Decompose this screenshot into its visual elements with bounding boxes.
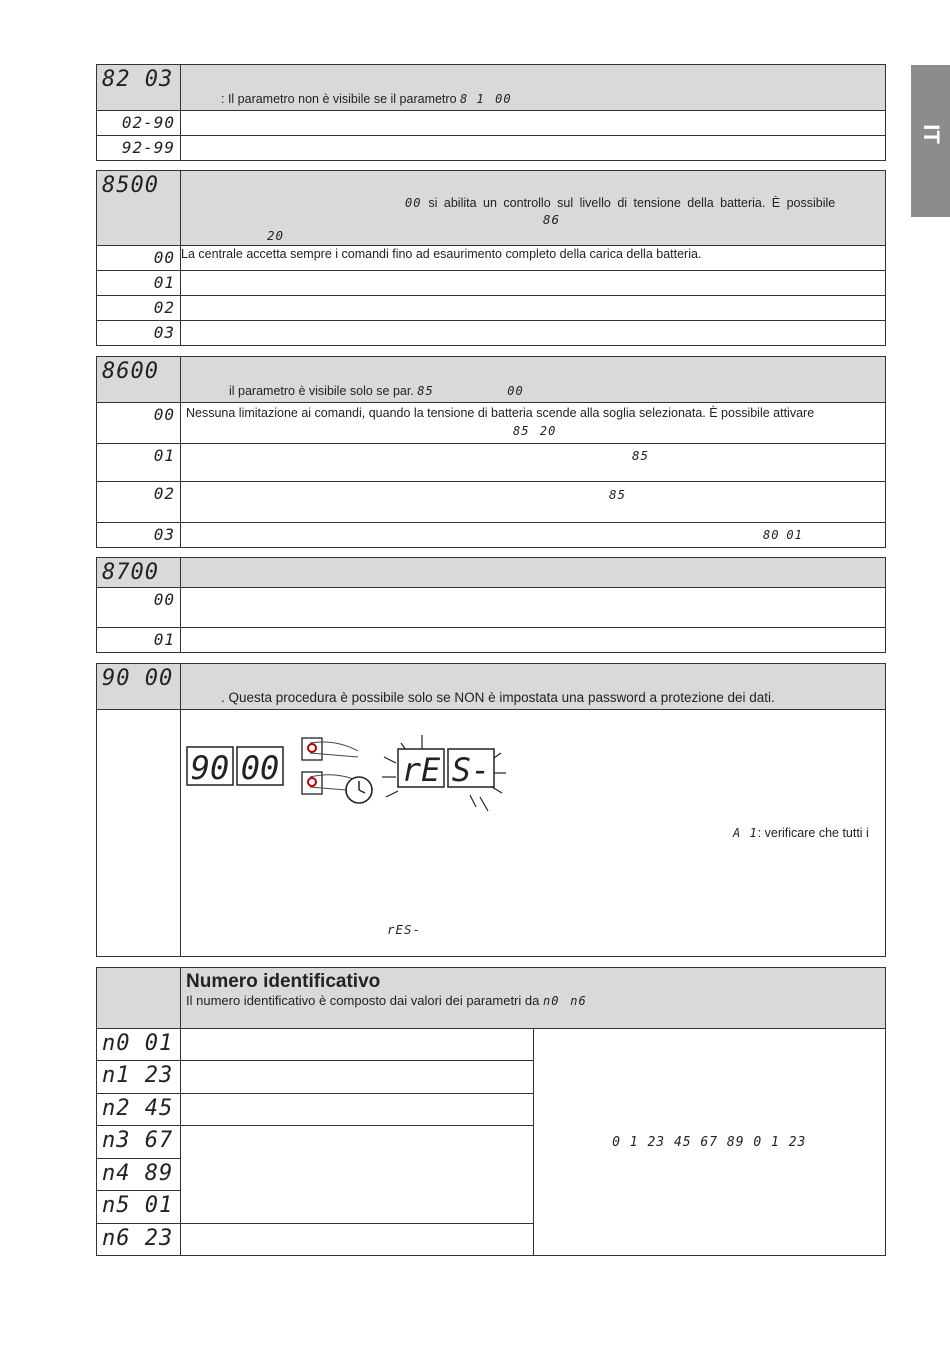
param-86-desc-00-code2: 20 xyxy=(539,424,557,438)
ident-sub-code2: n6 xyxy=(570,994,587,1008)
param-85-value-00: 00 xyxy=(153,248,175,267)
param-85-code-a: 00 xyxy=(405,196,422,210)
param-86-value-02: 02 xyxy=(153,484,175,503)
language-tab xyxy=(911,65,950,217)
clock-icon xyxy=(346,777,372,803)
param-86-note-text: il parametro è visibile solo se par. xyxy=(229,384,414,398)
param-90-code: 90 00 xyxy=(102,666,174,691)
param-85-code-b: 86 xyxy=(543,212,561,227)
param-90-verify xyxy=(733,826,869,840)
param-90-note: . Questa procedura è possibile solo se NON è impostata una password a protezione dei dati. xyxy=(221,690,775,705)
param-86-desc-00-codes xyxy=(513,424,556,438)
ident-row-n4: n4 89 xyxy=(102,1161,174,1186)
param-87-table xyxy=(96,557,886,653)
param-82-note xyxy=(221,92,512,106)
param-86-desc-00-code1: 85 xyxy=(513,424,530,438)
param-86-desc-02-code: 85 xyxy=(609,487,627,502)
ident-row-n2: n2 45 xyxy=(102,1096,174,1121)
param-85-value-03: 03 xyxy=(153,323,175,342)
param-82-note-code1: 8 1 xyxy=(460,92,485,106)
param-90-table xyxy=(96,663,886,957)
reset-procedure-illustration xyxy=(186,735,516,855)
param-86-desc-00: Nessuna limitazione ai comandi, quando la tensione di batteria scende alla soglia selezionata. È possibile attivare xyxy=(186,406,815,420)
param-86-note-code1: 85 xyxy=(417,384,434,398)
param-87-code: 8700 xyxy=(102,560,159,585)
display-digits-3: rE xyxy=(401,751,441,789)
ident-title: Numero identificativo xyxy=(186,971,381,992)
param-87-value-01: 01 xyxy=(153,630,175,649)
param-90-res-code: rES- xyxy=(387,922,422,937)
param-85-desc-02 xyxy=(181,296,886,321)
display-digits-2: 00 xyxy=(240,749,280,787)
param-85-desc-00: La centrale accetta sempre i comandi fino ad esaurimento completo della carica della batteria. xyxy=(181,246,886,271)
ident-table xyxy=(96,967,886,1256)
ident-subtitle: Il numero identificativo è composto dai valori dei parametri da xyxy=(186,993,540,1008)
param-86-desc-03-code1: 80 xyxy=(763,528,780,542)
param-87-value-00: 00 xyxy=(153,590,175,609)
param-82-note-code2: 00 xyxy=(495,92,512,106)
param-85-desc-03 xyxy=(181,321,886,346)
param-86-code: 8600 xyxy=(102,359,159,384)
param-86-desc-03-code2: 01 xyxy=(786,528,803,542)
ident-row-n5: n5 01 xyxy=(102,1193,174,1218)
param-86-desc-03-codes xyxy=(763,528,803,542)
param-85-table xyxy=(96,170,886,346)
param-85-code: 8500 xyxy=(102,173,159,198)
param-82-value-1: 02-90 xyxy=(121,113,175,132)
param-82-note-text: : Il parametro non è visibile se il parametro xyxy=(221,92,457,106)
ident-row-n6: n6 23 xyxy=(102,1226,174,1251)
param-85-desc-a xyxy=(405,196,835,210)
param-82-code: 82 03 xyxy=(102,67,174,92)
param-86-note-code2: 00 xyxy=(507,384,524,398)
ident-row-n1: n1 23 xyxy=(102,1063,174,1088)
language-label: IT xyxy=(919,124,944,144)
param-86-note xyxy=(229,384,524,398)
param-82-table xyxy=(96,64,886,161)
param-85-value-02: 02 xyxy=(153,298,175,317)
param-85-text-a: si abilita un controllo sul livello di tensione della batteria. È possibile xyxy=(428,196,836,210)
ident-example: 0 1 23 45 67 89 0 1 23 xyxy=(612,1135,807,1150)
ident-sub-code1: n0 xyxy=(542,994,560,1008)
ident-row-n0: n0 01 xyxy=(102,1031,174,1056)
display-digits-4: S- xyxy=(451,751,491,789)
param-86-value-00: 00 xyxy=(153,405,175,424)
ident-subtitle-line xyxy=(186,993,880,1008)
param-85-code-c: 20 xyxy=(267,228,285,243)
display-digits-1: 90 xyxy=(190,749,230,787)
param-86-table xyxy=(96,356,886,548)
param-85-desc-01 xyxy=(181,271,886,296)
param-82-value-2: 92-99 xyxy=(121,138,175,157)
param-86-value-03: 03 xyxy=(153,525,175,544)
param-90-verify-code: A 1 xyxy=(733,826,758,840)
param-86-value-01: 01 xyxy=(153,446,175,465)
ident-row-n3: n3 67 xyxy=(102,1128,174,1153)
param-86-desc-01-code: 85 xyxy=(632,448,650,463)
param-90-verify-text: : verificare che tutti i xyxy=(757,826,869,840)
param-85-value-01: 01 xyxy=(153,273,175,292)
